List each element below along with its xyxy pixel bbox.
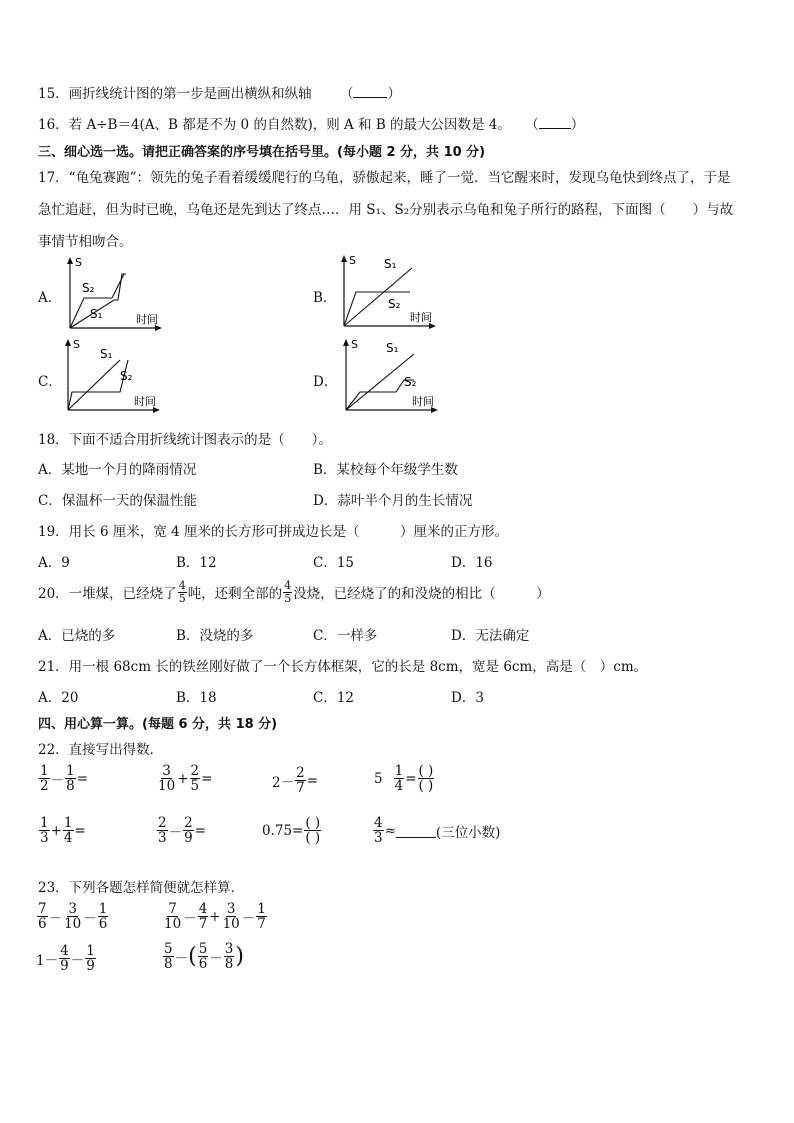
s2-label: S₂ [120, 369, 133, 383]
axis-x-label: 时间 [136, 313, 158, 326]
option-b-label[interactable]: B． [313, 290, 337, 306]
s1-label: S₁ [384, 257, 397, 271]
question-17-line-3: 事情节相吻合。 [38, 234, 133, 250]
s1-label: S₁ [386, 341, 399, 355]
q19-option-a[interactable]: A．9 [38, 555, 70, 571]
graph-b[interactable] [338, 254, 438, 334]
section-4-title: 四、用心算一算。(每题 6 分，共 18 分) [38, 717, 278, 732]
q20-option-b[interactable]: B．没烧的多 [176, 628, 254, 644]
axis-x-label: 时间 [412, 395, 434, 408]
answer-paren-open: （ [339, 86, 354, 102]
question-21-stem: 21．用一根 68cm 长的铁丝刚好做了一个长方体框架，它的长是 8cm，宽是 6cm，高是（ ）cm。 [38, 659, 648, 675]
q22-expr-7: 0.75= $\frac{( )}{( )}$ [262, 815, 321, 847]
q22-expr-6: $\frac{2}{3}$ － $\frac{2}{9}$ = [158, 815, 206, 847]
q21-option-a[interactable]: A．20 [38, 690, 79, 706]
axis-x-label: 时间 [410, 311, 432, 324]
q19-option-c[interactable]: C．15 [313, 555, 355, 571]
option-a-label[interactable]: A． [38, 290, 62, 306]
q22-expr-5: $\frac{1}{3}$ + $\frac{1}{4}$ = [40, 815, 86, 847]
q23-expr-4: $\frac{5}{8}$ － ( $\frac{5}{6}$ － $\frac{3}{8}$ ) [164, 941, 244, 973]
q20-text-2: 吨，还剩全部的 [187, 586, 283, 603]
q18-option-a[interactable]: A．某地一个月的降雨情况 [38, 462, 197, 478]
q21-option-c[interactable]: C．12 [313, 690, 355, 706]
graph-d[interactable] [340, 338, 440, 418]
section-3-title: 三、细心选一选。请把正确答案的序号填在括号里。(每小题 2 分，共 10 分) [38, 145, 486, 160]
q20-fraction-1: $\frac{4}{5}$ [178, 579, 186, 605]
s2-label: S₂ [404, 375, 417, 389]
question-23-stem: 23．下列各题怎样简便就怎样算． [38, 880, 245, 896]
graph-c[interactable] [62, 338, 162, 418]
option-d-label[interactable]: D． [313, 374, 338, 390]
question-18-stem: 18．下面不适合用折线统计图表示的是（ ）。 [38, 432, 332, 448]
answer-paren-close: ） [570, 117, 585, 133]
q18-option-d[interactable]: D．蒜叶半个月的生长情况 [313, 493, 473, 509]
q23-expr-3: 1－ $\frac{4}{9}$ － $\frac{1}{9}$ [36, 943, 95, 975]
question-22-stem: 22．直接写出得数． [38, 742, 164, 758]
s1-label: S₁ [90, 307, 103, 321]
answer-paren-close: ） [387, 86, 401, 102]
q22-expr-8: $\frac{4}{3}$ ≈ (三位小数) [374, 815, 501, 847]
s2-label: S₂ [388, 297, 401, 311]
q19-option-d[interactable]: D．16 [451, 555, 493, 571]
s2-label: S₂ [82, 281, 95, 295]
q23-expr-1: $\frac{7}{6}$ － $\frac{3}{10}$ － $\frac{1}{6}$ [38, 901, 108, 933]
question-19-stem: 19．用长 6 厘米，宽 4 厘米的长方形可拼成边长是（ ）厘米的正方形。 [38, 524, 509, 540]
axis-y-label: S [351, 338, 358, 351]
graph-a[interactable] [64, 256, 164, 336]
question-15 [38, 82, 401, 102]
axis-y-label: S [349, 254, 356, 267]
q22-expr-1: $\frac{1}{2}$ － $\frac{1}{8}$ = [40, 763, 88, 795]
q20-text-1: 20．一堆煤，已经烧了 [38, 586, 177, 603]
q20-option-a[interactable]: A．已烧的多 [38, 628, 116, 644]
q22-expr-3: 2－ $\frac{2}{7}$ = [272, 765, 318, 797]
s1-label: S₁ [100, 347, 113, 361]
question-16-text: 16．若 A÷B＝4(A、B 都是不为 0 的自然数)，则 A 和 B 的最大公因数是 4。 [38, 117, 511, 133]
question-15-text: 15．画折线统计图的第一步是画出横纵和纵轴 [38, 86, 312, 102]
option-c-label[interactable]: C． [38, 374, 62, 390]
q23-expr-2: $\frac{7}{10}$ － $\frac{4}{7}$ + $\frac{3}{10}$ － $\frac{1}{7}$ [164, 901, 266, 933]
answer-blank[interactable]: $\frac{( )}{( )}$ [305, 815, 321, 847]
q21-option-b[interactable]: B．18 [176, 690, 217, 706]
q22-expr-4: 5 $\frac{1}{4}$ = $\frac{( )}{( )}$ [374, 763, 434, 795]
q18-option-b[interactable]: B．某校每个年级学生数 [313, 462, 458, 478]
q20-option-d[interactable]: D．无法确定 [451, 628, 530, 644]
question-17-line-1: 17．“龟兔赛跑”：领先的兔子看着缓缓爬行的乌龟，骄傲起来，睡了一觉．当它醒来时，发现乌龟快到终点了，于是 [38, 170, 731, 186]
q20-option-c[interactable]: C．一样多 [313, 628, 378, 644]
axis-x-label: 时间 [134, 395, 156, 408]
answer-paren-open: （ [525, 117, 539, 133]
answer-blank[interactable] [539, 128, 571, 129]
answer-blank[interactable]: $\frac{( )}{( )}$ [418, 763, 434, 795]
q18-option-c[interactable]: C．保温杯一天的保温性能 [38, 493, 197, 509]
answer-blank[interactable] [396, 823, 436, 838]
answer-blank[interactable] [353, 97, 387, 98]
axis-y-label: S [75, 256, 82, 269]
q22-expr-2: $\frac{3}{10}$ + $\frac{2}{5}$ = [158, 763, 213, 795]
question-16 [38, 113, 584, 133]
axis-y-label: S [73, 338, 80, 351]
q20-fraction-2: $\frac{4}{5}$ [284, 579, 292, 605]
question-17-line-2: 急忙追赶，但为时已晚，乌龟还是先到达了终点…．用 S₁、S₂分别表示乌龟和兔子所行的路程，下面图（ ）与故 [38, 202, 734, 218]
q19-option-b[interactable]: B．12 [176, 555, 217, 571]
q20-text-3: 没烧，已经烧了的和没烧的相比（ ） [293, 586, 550, 603]
question-20-stem [38, 580, 550, 604]
q21-option-d[interactable]: D．3 [451, 690, 484, 706]
